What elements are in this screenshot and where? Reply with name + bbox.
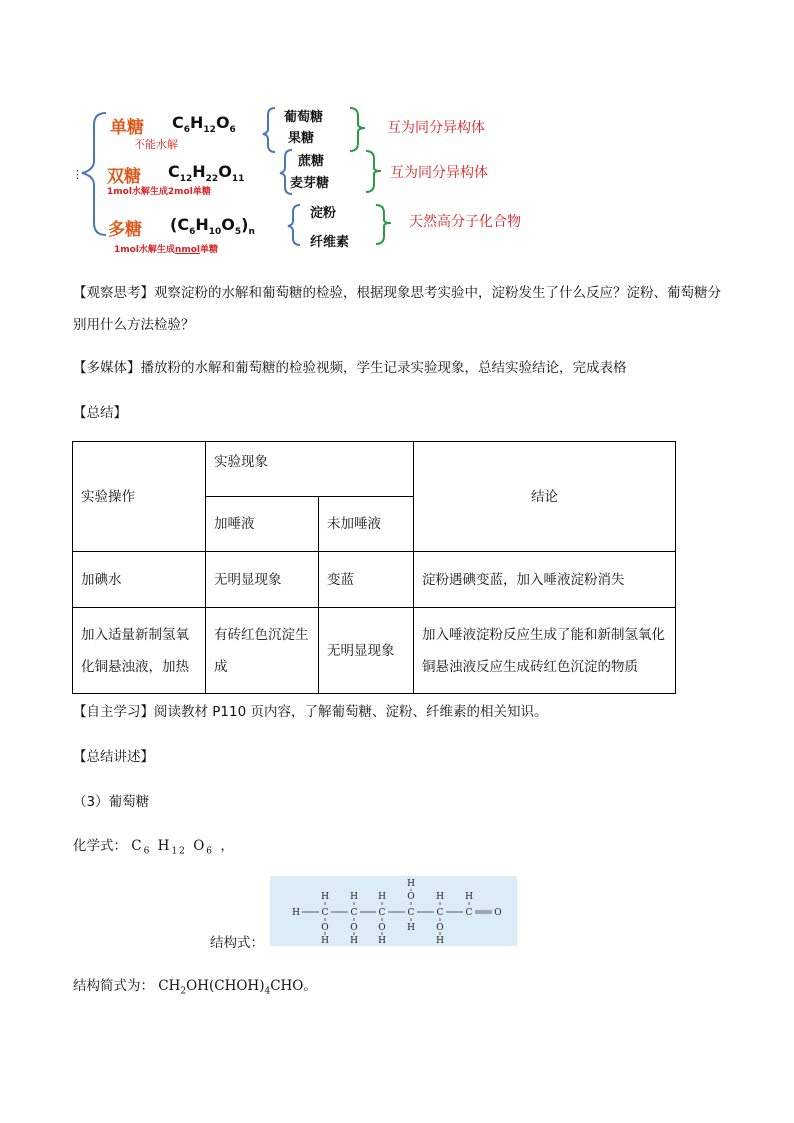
chem-formula-value: $C_6$ $H_{12}$ $O_6$ ， [131,838,236,857]
header-phenomenon: 实验现象 [206,442,414,497]
disaccharide-relation: 互为同分异构体 [390,165,488,181]
header-conclusion: 结论 [414,442,676,552]
summary-title: 【总结】 [73,405,127,421]
row1-conclusion: 淀粉遇碘变蓝，加入唾液淀粉消失 [414,552,676,608]
row1-no-saliva: 变蓝 [319,552,414,608]
header-operation: 实验操作 [73,442,206,552]
observe-paragraph [73,277,723,341]
media-text: 播放粉的水解和葡萄糖的检验视频，学生记录实验现象，总结实验结论，完成表格 [140,360,627,376]
atom-h: H [465,892,473,902]
monosaccharide-relation: 互为同分异构体 [387,120,485,136]
atom-o: O [378,923,386,933]
header-saliva: 加唾液 [206,497,319,552]
atom-c: C [378,908,386,918]
table-row [73,608,676,694]
dots-marker: ⋮ [72,168,83,181]
atom-c: C [407,908,415,918]
table-row [73,552,676,608]
disaccharide-note: 1mol水解生成2mol单糖 [107,187,211,197]
atom-h: H [292,908,300,918]
row2-operation: 加入适量新制氢氧化铜悬浊液，加热 [73,608,206,694]
member-glucose: 葡萄糖 [284,110,324,125]
row2-no-saliva: 无明显现象 [319,608,414,694]
header-no-saliva: 未加唾液 [319,497,414,552]
structure-label: 结构式： [210,935,264,951]
member-cellulose: 纤维素 [310,235,350,250]
member-starch: 淀粉 [310,206,337,221]
polysaccharide-formula: $(C_6H_{10}O_5)_n$ [170,215,255,238]
atom-c: C [436,908,444,918]
atom-c: C [465,908,473,918]
disaccharide-formula: $C_{12}H_{22}O_{11}$ [168,162,245,185]
simplified-label: 结构简式为： [73,978,154,994]
atom-h: H [436,892,444,902]
monosaccharide-note: 不能水解 [134,138,178,151]
glucose-structure-svg [270,876,517,946]
atom-h: H [321,936,329,946]
member-sucrose: 蔗糖 [298,154,325,169]
monosaccharide-name: 单糖 [110,118,144,138]
atom-h: H [407,879,415,889]
polysaccharide-name: 多糖 [108,220,142,240]
polysaccharide-note: 1mol水解生成nmol单糖 [114,245,218,255]
observe-text: 观察淀粉的水解和葡萄糖的检验，根据现象思考实验中，淀粉发生了什么反应？淀粉、葡萄糖分别用什么方法检验？ [73,285,721,333]
chemical-formula-line [73,835,236,863]
media-tag: 【多媒体】 [73,360,141,376]
atom-h: H [321,892,329,902]
atom-o: O [494,908,502,918]
atom-c: C [321,908,329,918]
row1-operation: 加碘水 [73,552,206,608]
observe-tag: 【观察思考】 [73,285,154,301]
atom-o: O [350,923,358,933]
disaccharide-name: 双糖 [107,167,141,187]
atom-o: O [407,892,415,902]
simplified-value: $CH_2OH(CHOH)_4CHO$。 [158,978,317,997]
member-maltose: 麦芽糖 [290,176,330,191]
atom-o: O [436,923,444,933]
row2-saliva: 有砖红色沉淀生成 [206,608,319,694]
monosaccharide-formula: $C_6H_{12}O_6$ [172,113,236,136]
selfstudy-paragraph [73,701,548,723]
row1-saliva: 无明显现象 [206,552,319,608]
chem-formula-label: 化学式： [73,838,127,854]
media-paragraph [73,357,627,379]
atom-h: H [350,936,358,946]
lecture-title: 【总结讲述】 [73,749,154,765]
selfstudy-tag: 【自主学习】 [73,704,154,720]
structural-formula-image [270,876,517,946]
atom-o: O [321,923,329,933]
section-heading: （3）葡萄糖 [73,794,150,810]
atom-h: H [378,892,386,902]
simplified-formula-line [73,975,317,1003]
row2-conclusion: 加入唾液淀粉反应生成了能和新制氢氧化铜悬浊液反应生成砖红色沉淀的物质 [414,608,676,694]
member-fructose: 果糖 [288,131,315,146]
atom-c: C [350,908,358,918]
atom-h: H [407,923,415,933]
atom-h: H [378,936,386,946]
polysaccharide-relation: 天然高分子化合物 [409,214,521,230]
experiment-table [72,441,676,694]
atom-h: H [350,892,358,902]
selfstudy-text: 阅读教材 P110 页内容，了解葡萄糖、淀粉、纤维素的相关知识。 [154,704,548,720]
atom-h: H [436,936,444,946]
